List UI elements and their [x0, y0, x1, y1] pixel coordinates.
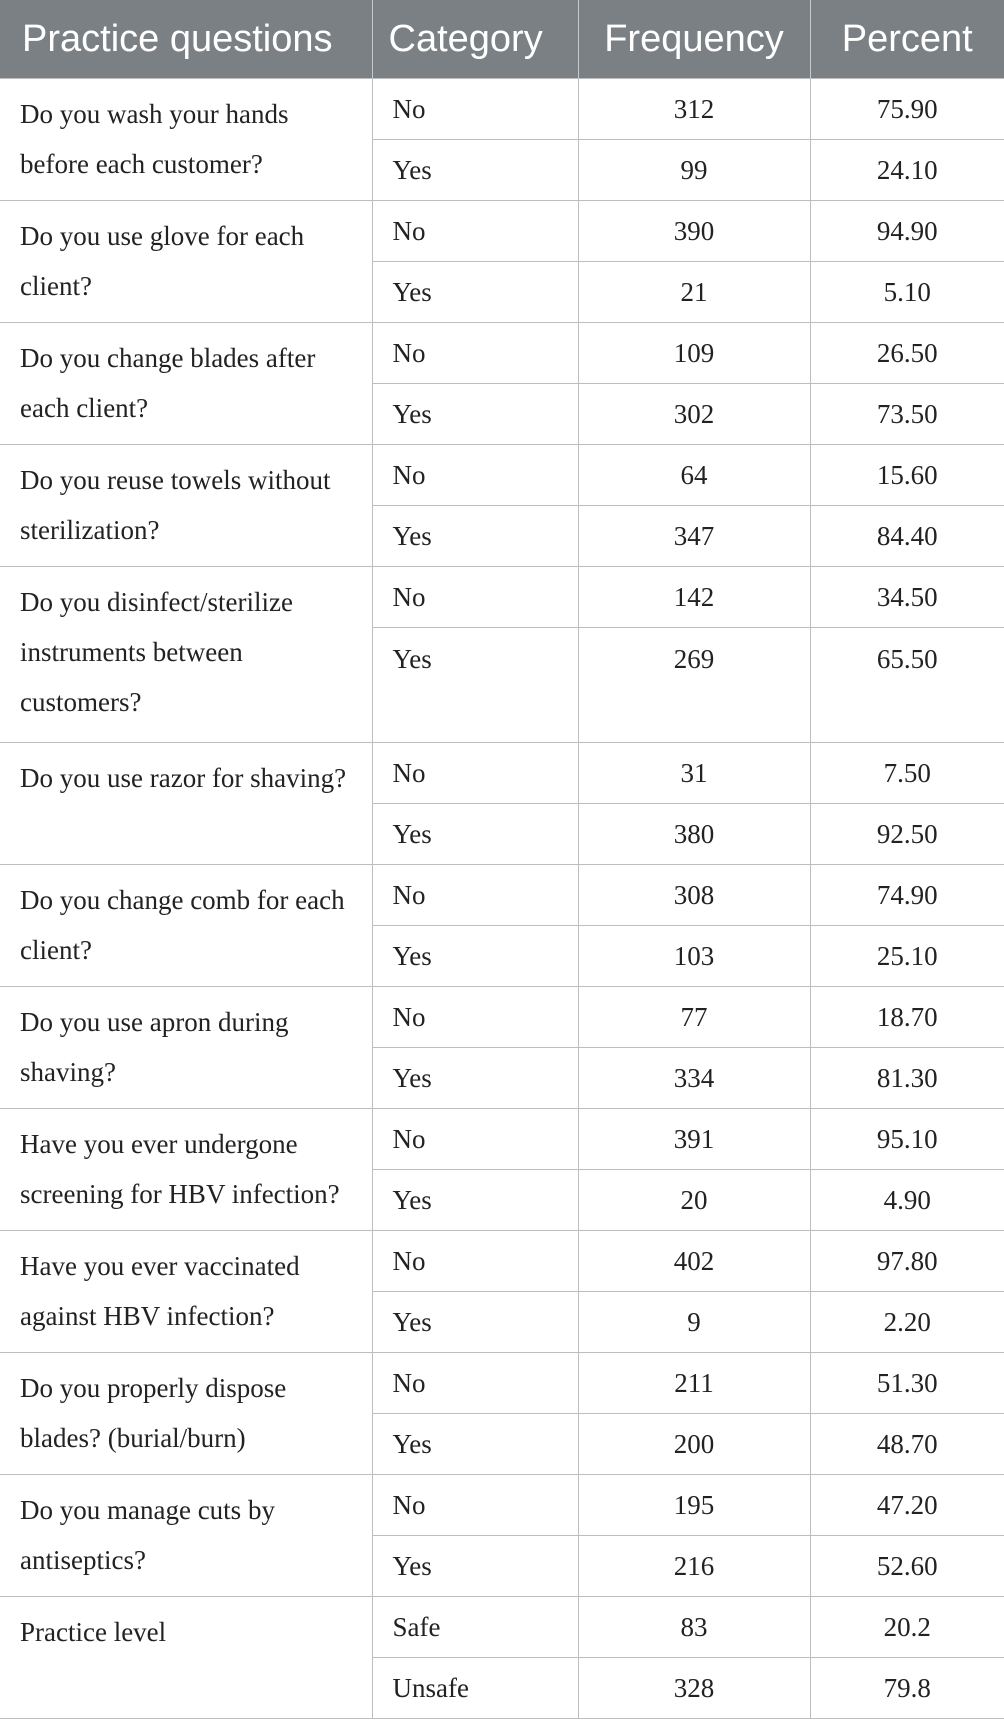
question-cell: Have you ever undergone screening for HBV infection?: [0, 1109, 372, 1231]
percent-cell: 7.50: [810, 743, 1004, 804]
question-cell: Do you use razor for shaving?: [0, 743, 372, 865]
percent-cell: 84.40: [810, 506, 1004, 567]
percent-cell: 74.90: [810, 865, 1004, 926]
frequency-cell: 216: [578, 1536, 810, 1597]
frequency-cell: 109: [578, 323, 810, 384]
percent-cell: 73.50: [810, 384, 1004, 445]
category-cell: Safe: [372, 1597, 578, 1658]
table-row: [0, 987, 1004, 1048]
category-cell: Yes: [372, 628, 578, 743]
frequency-cell: 20: [578, 1170, 810, 1231]
frequency-cell: 380: [578, 804, 810, 865]
category-cell: Yes: [372, 140, 578, 201]
category-cell: Yes: [372, 262, 578, 323]
category-cell: Yes: [372, 384, 578, 445]
percent-cell: 52.60: [810, 1536, 1004, 1597]
category-cell: No: [372, 987, 578, 1048]
category-cell: No: [372, 79, 578, 140]
percent-cell: 4.90: [810, 1170, 1004, 1231]
percent-cell: 81.30: [810, 1048, 1004, 1109]
percent-cell: 97.80: [810, 1231, 1004, 1292]
frequency-cell: 302: [578, 384, 810, 445]
percent-cell: 5.10: [810, 262, 1004, 323]
table-row: [0, 567, 1004, 628]
category-cell: No: [372, 743, 578, 804]
question-cell: Do you use apron during shaving?: [0, 987, 372, 1109]
category-cell: No: [372, 1231, 578, 1292]
percent-cell: 25.10: [810, 926, 1004, 987]
table-body: [0, 79, 1004, 1719]
frequency-cell: 269: [578, 628, 810, 743]
question-cell: Do you reuse towels without sterilization?: [0, 445, 372, 567]
percent-cell: 47.20: [810, 1475, 1004, 1536]
question-cell: Have you ever vaccinated against HBV infection?: [0, 1231, 372, 1353]
frequency-cell: 195: [578, 1475, 810, 1536]
frequency-cell: 334: [578, 1048, 810, 1109]
category-cell: No: [372, 1109, 578, 1170]
table-row: [0, 1475, 1004, 1536]
frequency-cell: 312: [578, 79, 810, 140]
table-row: [0, 201, 1004, 262]
category-cell: Yes: [372, 506, 578, 567]
category-cell: Yes: [372, 804, 578, 865]
question-cell: Do you properly dispose blades? (burial/burn): [0, 1353, 372, 1475]
frequency-cell: 103: [578, 926, 810, 987]
percent-cell: 94.90: [810, 201, 1004, 262]
frequency-cell: 211: [578, 1353, 810, 1414]
category-cell: No: [372, 865, 578, 926]
question-cell: Practice level: [0, 1597, 372, 1719]
table-row: [0, 865, 1004, 926]
header-category: Category: [372, 0, 578, 79]
table-row: [0, 1353, 1004, 1414]
frequency-cell: 21: [578, 262, 810, 323]
percent-cell: 18.70: [810, 987, 1004, 1048]
category-cell: Yes: [372, 1048, 578, 1109]
table-row: [0, 323, 1004, 384]
category-cell: No: [372, 567, 578, 628]
category-cell: Yes: [372, 1292, 578, 1353]
table-row: [0, 445, 1004, 506]
table-row: [0, 743, 1004, 804]
percent-cell: 26.50: [810, 323, 1004, 384]
percent-cell: 95.10: [810, 1109, 1004, 1170]
percent-cell: 79.8: [810, 1658, 1004, 1719]
question-cell: Do you change blades after each client?: [0, 323, 372, 445]
frequency-cell: 328: [578, 1658, 810, 1719]
percent-cell: 48.70: [810, 1414, 1004, 1475]
percent-cell: 51.30: [810, 1353, 1004, 1414]
frequency-cell: 83: [578, 1597, 810, 1658]
category-cell: Yes: [372, 1170, 578, 1231]
percent-cell: 20.2: [810, 1597, 1004, 1658]
frequency-cell: 308: [578, 865, 810, 926]
frequency-cell: 64: [578, 445, 810, 506]
percent-cell: 92.50: [810, 804, 1004, 865]
frequency-cell: 347: [578, 506, 810, 567]
category-cell: Yes: [372, 926, 578, 987]
question-cell: Do you manage cuts by antiseptics?: [0, 1475, 372, 1597]
frequency-cell: 200: [578, 1414, 810, 1475]
percent-cell: 75.90: [810, 79, 1004, 140]
percent-cell: 2.20: [810, 1292, 1004, 1353]
frequency-cell: 391: [578, 1109, 810, 1170]
question-cell: Do you change comb for each client?: [0, 865, 372, 987]
category-cell: No: [372, 1475, 578, 1536]
percent-cell: 15.60: [810, 445, 1004, 506]
frequency-cell: 99: [578, 140, 810, 201]
percent-cell: 34.50: [810, 567, 1004, 628]
header-frequency: Frequency: [578, 0, 810, 79]
category-cell: No: [372, 201, 578, 262]
category-cell: No: [372, 445, 578, 506]
table-row: [0, 1597, 1004, 1658]
header-practice-questions: Practice questions: [0, 0, 372, 79]
question-cell: Do you disinfect/sterilize instruments between customers?: [0, 567, 372, 743]
category-cell: Yes: [372, 1414, 578, 1475]
percent-cell: 24.10: [810, 140, 1004, 201]
table-row: [0, 1109, 1004, 1170]
question-cell: Do you use glove for each client?: [0, 201, 372, 323]
frequency-cell: 31: [578, 743, 810, 804]
frequency-cell: 9: [578, 1292, 810, 1353]
frequency-cell: 77: [578, 987, 810, 1048]
frequency-cell: 390: [578, 201, 810, 262]
category-cell: No: [372, 323, 578, 384]
category-cell: Unsafe: [372, 1658, 578, 1719]
header-percent: Percent: [810, 0, 1004, 79]
frequency-cell: 142: [578, 567, 810, 628]
table-row: [0, 79, 1004, 140]
table-row: [0, 1231, 1004, 1292]
table-header: [0, 0, 1004, 79]
percent-cell: 65.50: [810, 628, 1004, 743]
category-cell: No: [372, 1353, 578, 1414]
question-cell: Do you wash your hands before each customer?: [0, 79, 372, 201]
category-cell: Yes: [372, 1536, 578, 1597]
header-row: [0, 0, 1004, 79]
frequency-cell: 402: [578, 1231, 810, 1292]
